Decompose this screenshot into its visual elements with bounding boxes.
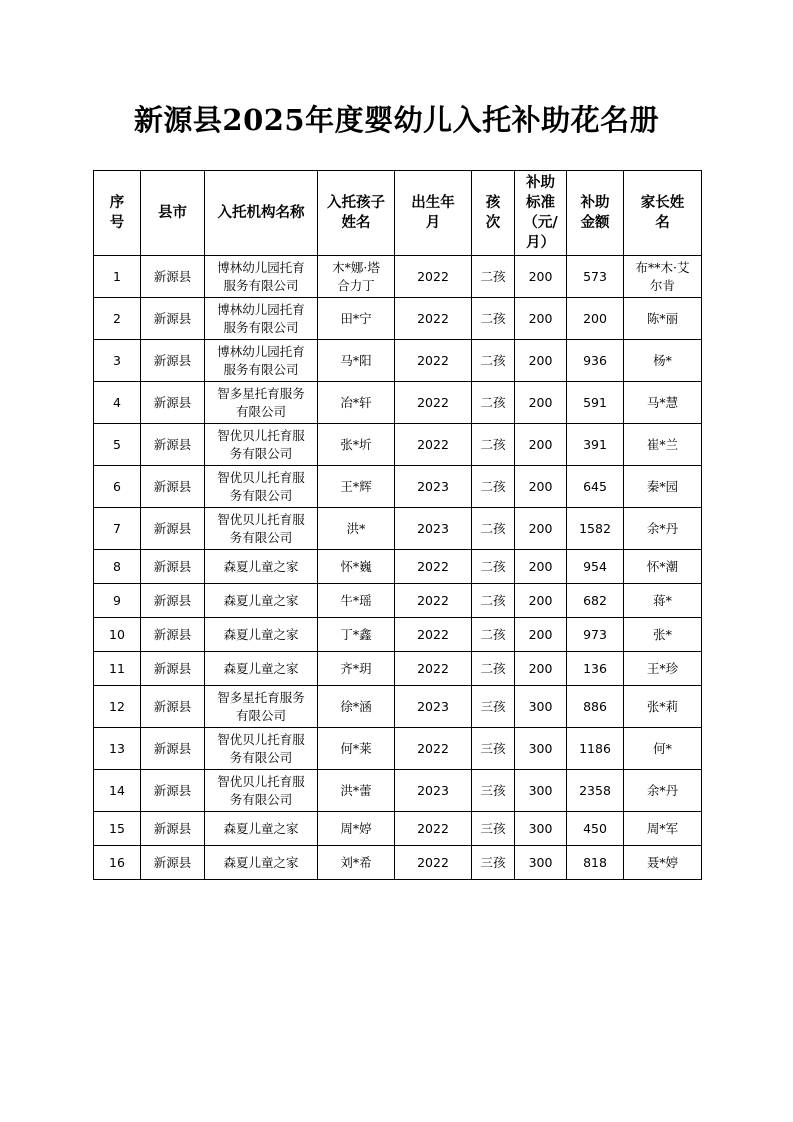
cell-order: 二孩 bbox=[472, 652, 515, 686]
document-title: 新源县2025年度婴幼儿入托补助花名册 bbox=[133, 103, 660, 137]
cell-child: 洪*蕾 bbox=[318, 770, 395, 812]
cell-order: 三孩 bbox=[472, 686, 515, 728]
cell-org: 博林幼儿园托育 服务有限公司 bbox=[205, 340, 318, 382]
table-row bbox=[94, 382, 702, 424]
cell-amount: 591 bbox=[567, 382, 624, 424]
cell-amount: 973 bbox=[567, 618, 624, 652]
cell-birth: 2023 bbox=[395, 466, 472, 508]
cell-amount: 954 bbox=[567, 550, 624, 584]
cell-seq: 9 bbox=[94, 584, 141, 618]
cell-seq: 6 bbox=[94, 466, 141, 508]
cell-child: 丁*鑫 bbox=[318, 618, 395, 652]
cell-amount: 645 bbox=[567, 466, 624, 508]
cell-parent: 崔*兰 bbox=[624, 424, 702, 466]
cell-order: 三孩 bbox=[472, 846, 515, 880]
cell-order: 二孩 bbox=[472, 382, 515, 424]
table-row bbox=[94, 686, 702, 728]
cell-amount: 2358 bbox=[567, 770, 624, 812]
cell-order: 二孩 bbox=[472, 550, 515, 584]
cell-parent: 杨* bbox=[624, 340, 702, 382]
cell-standard: 200 bbox=[515, 550, 567, 584]
cell-amount: 450 bbox=[567, 812, 624, 846]
cell-birth: 2023 bbox=[395, 770, 472, 812]
cell-seq: 4 bbox=[94, 382, 141, 424]
cell-county: 新源县 bbox=[141, 424, 205, 466]
cell-parent: 陈*丽 bbox=[624, 298, 702, 340]
cell-parent: 马*慧 bbox=[624, 382, 702, 424]
table-row bbox=[94, 618, 702, 652]
cell-org: 智优贝儿托育服 务有限公司 bbox=[205, 508, 318, 550]
table-row bbox=[94, 584, 702, 618]
cell-child: 冶*轩 bbox=[318, 382, 395, 424]
cell-birth: 2022 bbox=[395, 340, 472, 382]
cell-standard: 200 bbox=[515, 508, 567, 550]
cell-order: 三孩 bbox=[472, 770, 515, 812]
cell-org: 智优贝儿托育服 务有限公司 bbox=[205, 424, 318, 466]
cell-order: 二孩 bbox=[472, 298, 515, 340]
cell-seq: 12 bbox=[94, 686, 141, 728]
cell-parent: 王*珍 bbox=[624, 652, 702, 686]
cell-birth: 2022 bbox=[395, 652, 472, 686]
cell-order: 三孩 bbox=[472, 728, 515, 770]
cell-child: 田*宁 bbox=[318, 298, 395, 340]
cell-seq: 2 bbox=[94, 298, 141, 340]
col-header-standard: 补助 标准 （元/ 月） bbox=[515, 171, 567, 256]
cell-org: 森夏儿童之家 bbox=[205, 846, 318, 880]
cell-org: 森夏儿童之家 bbox=[205, 652, 318, 686]
cell-org: 森夏儿童之家 bbox=[205, 550, 318, 584]
cell-order: 二孩 bbox=[472, 466, 515, 508]
col-header-seq: 序 号 bbox=[94, 171, 141, 256]
cell-county: 新源县 bbox=[141, 466, 205, 508]
header-row bbox=[94, 171, 702, 256]
cell-amount: 391 bbox=[567, 424, 624, 466]
cell-org: 森夏儿童之家 bbox=[205, 584, 318, 618]
cell-birth: 2022 bbox=[395, 812, 472, 846]
cell-seq: 8 bbox=[94, 550, 141, 584]
cell-org: 博林幼儿园托育 服务有限公司 bbox=[205, 256, 318, 298]
cell-amount: 936 bbox=[567, 340, 624, 382]
cell-seq: 15 bbox=[94, 812, 141, 846]
cell-seq: 3 bbox=[94, 340, 141, 382]
cell-seq: 5 bbox=[94, 424, 141, 466]
table-row bbox=[94, 508, 702, 550]
cell-birth: 2022 bbox=[395, 618, 472, 652]
cell-child: 木*娜·塔 合力丁 bbox=[318, 256, 395, 298]
cell-amount: 886 bbox=[567, 686, 624, 728]
cell-county: 新源县 bbox=[141, 382, 205, 424]
cell-standard: 300 bbox=[515, 728, 567, 770]
cell-amount: 818 bbox=[567, 846, 624, 880]
cell-amount: 1186 bbox=[567, 728, 624, 770]
cell-amount: 682 bbox=[567, 584, 624, 618]
cell-org: 森夏儿童之家 bbox=[205, 618, 318, 652]
cell-birth: 2022 bbox=[395, 584, 472, 618]
cell-standard: 200 bbox=[515, 424, 567, 466]
cell-standard: 200 bbox=[515, 256, 567, 298]
cell-order: 二孩 bbox=[472, 618, 515, 652]
cell-county: 新源县 bbox=[141, 256, 205, 298]
cell-org: 智优贝儿托育服 务有限公司 bbox=[205, 728, 318, 770]
cell-standard: 300 bbox=[515, 812, 567, 846]
table-row bbox=[94, 846, 702, 880]
cell-birth: 2022 bbox=[395, 382, 472, 424]
cell-county: 新源县 bbox=[141, 846, 205, 880]
table-row bbox=[94, 298, 702, 340]
cell-amount: 200 bbox=[567, 298, 624, 340]
cell-order: 二孩 bbox=[472, 508, 515, 550]
cell-child: 马*阳 bbox=[318, 340, 395, 382]
cell-standard: 200 bbox=[515, 584, 567, 618]
cell-seq: 16 bbox=[94, 846, 141, 880]
cell-org: 智多星托育服务 有限公司 bbox=[205, 382, 318, 424]
cell-county: 新源县 bbox=[141, 550, 205, 584]
cell-birth: 2022 bbox=[395, 550, 472, 584]
cell-standard: 300 bbox=[515, 770, 567, 812]
cell-seq: 7 bbox=[94, 508, 141, 550]
cell-order: 三孩 bbox=[472, 812, 515, 846]
col-header-birth: 出生年 月 bbox=[395, 171, 472, 256]
cell-amount: 573 bbox=[567, 256, 624, 298]
cell-parent: 余*丹 bbox=[624, 508, 702, 550]
cell-org: 智优贝儿托育服 务有限公司 bbox=[205, 770, 318, 812]
cell-seq: 11 bbox=[94, 652, 141, 686]
cell-org: 森夏儿童之家 bbox=[205, 812, 318, 846]
cell-birth: 2022 bbox=[395, 256, 472, 298]
table-row bbox=[94, 550, 702, 584]
cell-standard: 200 bbox=[515, 466, 567, 508]
cell-parent: 怀*潮 bbox=[624, 550, 702, 584]
col-header-amount: 补助 金额 bbox=[567, 171, 624, 256]
table-row bbox=[94, 256, 702, 298]
cell-parent: 秦*园 bbox=[624, 466, 702, 508]
cell-child: 徐*涵 bbox=[318, 686, 395, 728]
cell-standard: 200 bbox=[515, 340, 567, 382]
cell-birth: 2022 bbox=[395, 424, 472, 466]
cell-org: 智多星托育服务 有限公司 bbox=[205, 686, 318, 728]
cell-parent: 聂*婷 bbox=[624, 846, 702, 880]
cell-standard: 200 bbox=[515, 298, 567, 340]
cell-parent: 周*军 bbox=[624, 812, 702, 846]
cell-order: 二孩 bbox=[472, 584, 515, 618]
cell-county: 新源县 bbox=[141, 728, 205, 770]
cell-seq: 14 bbox=[94, 770, 141, 812]
cell-child: 齐*玥 bbox=[318, 652, 395, 686]
table-row bbox=[94, 424, 702, 466]
cell-child: 张*圻 bbox=[318, 424, 395, 466]
cell-parent: 张* bbox=[624, 618, 702, 652]
cell-county: 新源县 bbox=[141, 652, 205, 686]
cell-order: 二孩 bbox=[472, 424, 515, 466]
cell-birth: 2022 bbox=[395, 298, 472, 340]
cell-standard: 300 bbox=[515, 686, 567, 728]
cell-standard: 200 bbox=[515, 618, 567, 652]
cell-birth: 2022 bbox=[395, 846, 472, 880]
cell-county: 新源县 bbox=[141, 686, 205, 728]
cell-org: 博林幼儿园托育 服务有限公司 bbox=[205, 298, 318, 340]
table-row bbox=[94, 340, 702, 382]
cell-county: 新源县 bbox=[141, 584, 205, 618]
cell-parent: 蒋* bbox=[624, 584, 702, 618]
table-row bbox=[94, 770, 702, 812]
cell-parent: 余*丹 bbox=[624, 770, 702, 812]
cell-standard: 200 bbox=[515, 382, 567, 424]
cell-birth: 2023 bbox=[395, 508, 472, 550]
col-header-order: 孩 次 bbox=[472, 171, 515, 256]
col-header-child: 入托孩子 姓名 bbox=[318, 171, 395, 256]
cell-standard: 300 bbox=[515, 846, 567, 880]
cell-county: 新源县 bbox=[141, 508, 205, 550]
cell-seq: 10 bbox=[94, 618, 141, 652]
cell-seq: 1 bbox=[94, 256, 141, 298]
cell-county: 新源县 bbox=[141, 618, 205, 652]
cell-county: 新源县 bbox=[141, 340, 205, 382]
table-row bbox=[94, 728, 702, 770]
table-body bbox=[94, 256, 702, 880]
table-row bbox=[94, 812, 702, 846]
table-row bbox=[94, 652, 702, 686]
cell-county: 新源县 bbox=[141, 812, 205, 846]
cell-order: 二孩 bbox=[472, 340, 515, 382]
cell-amount: 136 bbox=[567, 652, 624, 686]
cell-child: 刘*希 bbox=[318, 846, 395, 880]
cell-birth: 2023 bbox=[395, 686, 472, 728]
cell-child: 何*莱 bbox=[318, 728, 395, 770]
cell-parent: 何* bbox=[624, 728, 702, 770]
cell-order: 二孩 bbox=[472, 256, 515, 298]
cell-child: 王*辉 bbox=[318, 466, 395, 508]
cell-child: 洪* bbox=[318, 508, 395, 550]
cell-amount: 1582 bbox=[567, 508, 624, 550]
cell-child: 牛*瑶 bbox=[318, 584, 395, 618]
cell-county: 新源县 bbox=[141, 770, 205, 812]
cell-parent: 张*莉 bbox=[624, 686, 702, 728]
subsidy-roster-table bbox=[93, 170, 702, 880]
col-header-org: 入托机构名称 bbox=[205, 171, 318, 256]
cell-county: 新源县 bbox=[141, 298, 205, 340]
cell-child: 怀*巍 bbox=[318, 550, 395, 584]
cell-child: 周*婷 bbox=[318, 812, 395, 846]
cell-standard: 200 bbox=[515, 652, 567, 686]
cell-birth: 2022 bbox=[395, 728, 472, 770]
table-row bbox=[94, 466, 702, 508]
cell-org: 智优贝儿托育服 务有限公司 bbox=[205, 466, 318, 508]
cell-seq: 13 bbox=[94, 728, 141, 770]
col-header-parent: 家长姓 名 bbox=[624, 171, 702, 256]
col-header-county: 县市 bbox=[141, 171, 205, 256]
cell-parent: 布**木·艾 尔肯 bbox=[624, 256, 702, 298]
